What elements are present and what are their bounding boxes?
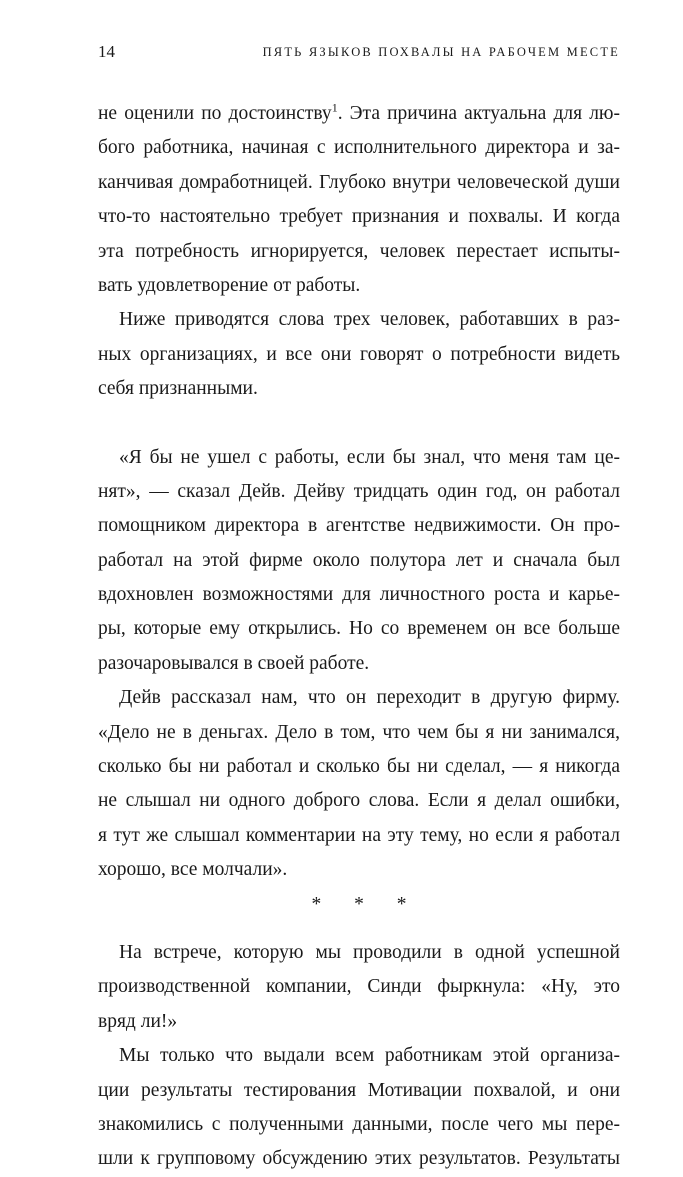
text-line: помощником директора в агентстве недвижимости. Он про-	[98, 515, 620, 537]
paragraph-gap	[98, 922, 620, 936]
text-line: Дейв рассказал нам, что он переходит в другую фирму.	[119, 687, 620, 709]
text-line: разочаровывался в своей работе.	[98, 652, 370, 674]
text-line: я тут же слышал комментарии на эту тему, но если я работал	[98, 824, 620, 846]
text-line: работал на этой фирме около полутора лет и сначала был	[98, 549, 620, 571]
text-line: не слышал ни одного доброго слова. Если я делал ошибки,	[98, 790, 620, 812]
text-line: «Я бы не ушел с работы, если бы знал, что меня там це-	[119, 446, 620, 468]
text-line: сколько бы ни работал и сколько бы ни сделал, — я никогда	[98, 756, 620, 778]
text-line: ции результаты тестирования Мотивации похвалой, и они	[98, 1079, 620, 1101]
paragraph-gap	[98, 407, 620, 441]
text-line: нят», — сказал Дейв. Дейву тридцать один год, он работал	[98, 480, 620, 502]
text-line: На встрече, которую мы проводили в одной успешной	[119, 941, 620, 963]
text-line: не оценили по достоинству$^1$. Эта причина актуальна для лю-	[98, 100, 620, 124]
text-line: эта потребность игнорируется, человек перестает испыты-	[98, 240, 620, 262]
text-line: вать удовлетворение от работы.	[98, 274, 361, 296]
text-line: вдохновлен возможностями для личностного роста и карье-	[98, 584, 620, 606]
page-number: 14	[98, 42, 115, 61]
text-line: бого работника, начиная с исполнительного директора и за-	[98, 137, 620, 159]
text-line: себя признанными.	[98, 378, 258, 400]
text-line: что-то настоятельно требует признания и похвалы. И когда	[98, 206, 620, 228]
text-line: «Дело не в деньгах. Дело в том, что чем бы я ни занимался,	[98, 721, 620, 743]
book-title: ПЯТЬ ЯЗЫКОВ ПОХВАЛЫ НА РАБОЧЕМ МЕСТЕ	[262, 45, 620, 59]
body-text	[98, 97, 620, 1177]
text-line: шли к групповому обсуждению этих результатов. Результаты	[98, 1148, 620, 1170]
text-line: ных организациях, и все они говорят о потребности видеть	[98, 343, 620, 365]
text-line: производственной компании, Синди фыркнула: «Ну, это	[98, 976, 620, 998]
text-line: ры, которые ему открылись. Но со временем он все больше	[98, 618, 620, 640]
text-line: канчивая домработницей. Глубоко внутри человеческой души	[98, 171, 620, 193]
footnote-ref: 1	[331, 100, 338, 115]
text-line: хорошо, все молчали».	[98, 859, 288, 881]
section-break: * * *	[311, 893, 421, 915]
text-line: Мы только что выдали всем работникам этой организа-	[119, 1045, 620, 1067]
text-line: вряд ли!»	[98, 1010, 178, 1032]
text-line: знакомились с полученными данными, после чего мы пере-	[98, 1113, 620, 1135]
running-head	[98, 40, 620, 64]
text-line: Ниже приводятся слова трех человек, работавших в раз-	[119, 309, 620, 331]
